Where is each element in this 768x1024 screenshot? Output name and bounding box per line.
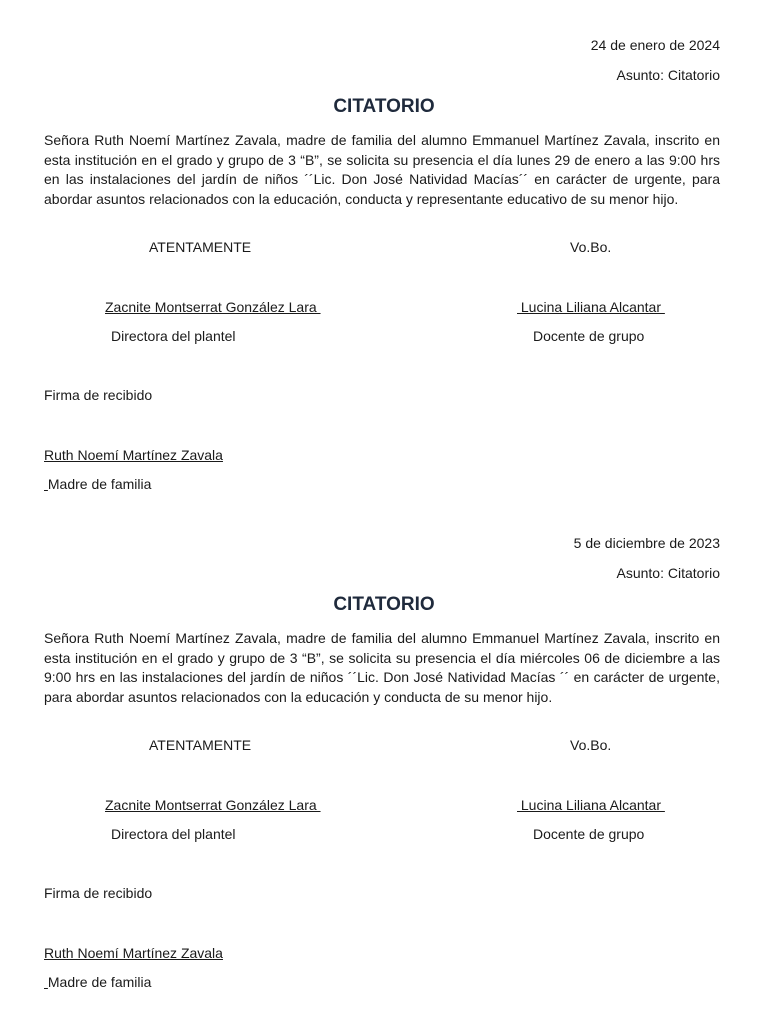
signature-left-name: Zacnite Montserrat González Lara	[105, 797, 321, 813]
letter-body: Señora Ruth Noemí Martínez Zavala, madre de familia del alumno Emmanuel Martínez Zavala, inscrito en esta institución en el grado y grupo de 3 “B”, se solicita su presencia el día miércoles 06 de diciembre a las 9:00 hrs en las instalaciones del jardín de niños ´´Lic. Don José Natividad Macías ´´ en carácter de urgente, para abordar asuntos relacionados con la educación y conducta de su menor hijo.	[44, 630, 720, 705]
signature-left-name: Zacnite Montserrat González Lara	[105, 299, 321, 315]
parent-name: Ruth Noemí Martínez Zavala	[44, 945, 223, 961]
signature-left-label: ATENTAMENTE	[149, 737, 252, 753]
citatorio-letter-2	[0, 498, 768, 998]
parent-role-text: Madre de familia	[47, 476, 152, 492]
received-signature-label: Firma de recibido	[44, 885, 153, 901]
letter-subject: Asunto: Citatorio	[616, 67, 720, 83]
signature-right-role: Docente de grupo	[533, 328, 645, 344]
signature-right-label: Vo.Bo.	[570, 737, 612, 753]
letter-subject: Asunto: Citatorio	[616, 565, 720, 581]
parent-role	[44, 973, 151, 991]
parent-role-text: Madre de familia	[47, 974, 152, 990]
letter-title: CITATORIO	[333, 594, 435, 615]
signature-right-role: Docente de grupo	[533, 826, 645, 842]
parent-role	[44, 475, 151, 493]
signature-left-role: Directora del plantel	[111, 328, 236, 344]
signature-right-label: Vo.Bo.	[570, 239, 612, 255]
letter-title: CITATORIO	[333, 96, 435, 117]
citatorio-letter-1	[0, 0, 768, 500]
parent-name: Ruth Noemí Martínez Zavala	[44, 447, 223, 463]
signature-right-name: Lucina Liliana Alcantar	[517, 797, 665, 813]
signature-left-role: Directora del plantel	[111, 826, 236, 842]
signature-left-label: ATENTAMENTE	[149, 239, 252, 255]
letter-date: 5 de diciembre de 2023	[573, 535, 720, 551]
signature-right-name: Lucina Liliana Alcantar	[517, 299, 665, 315]
letter-date: 24 de enero de 2024	[590, 37, 720, 53]
received-signature-label: Firma de recibido	[44, 387, 153, 403]
letter-body: Señora Ruth Noemí Martínez Zavala, madre de familia del alumno Emmanuel Martínez Zavala, inscrito en esta institución en el grado y grupo de 3 “B”, se solicita su presencia el día lunes 29 de enero a las 9:00 hrs en las instalaciones del jardín de niños ´´Lic. Don José Natividad Macías´´ en carácter de urgente, para abordar asuntos relacionados con la educación, conducta y representante educativo de su menor hijo.	[44, 132, 720, 207]
